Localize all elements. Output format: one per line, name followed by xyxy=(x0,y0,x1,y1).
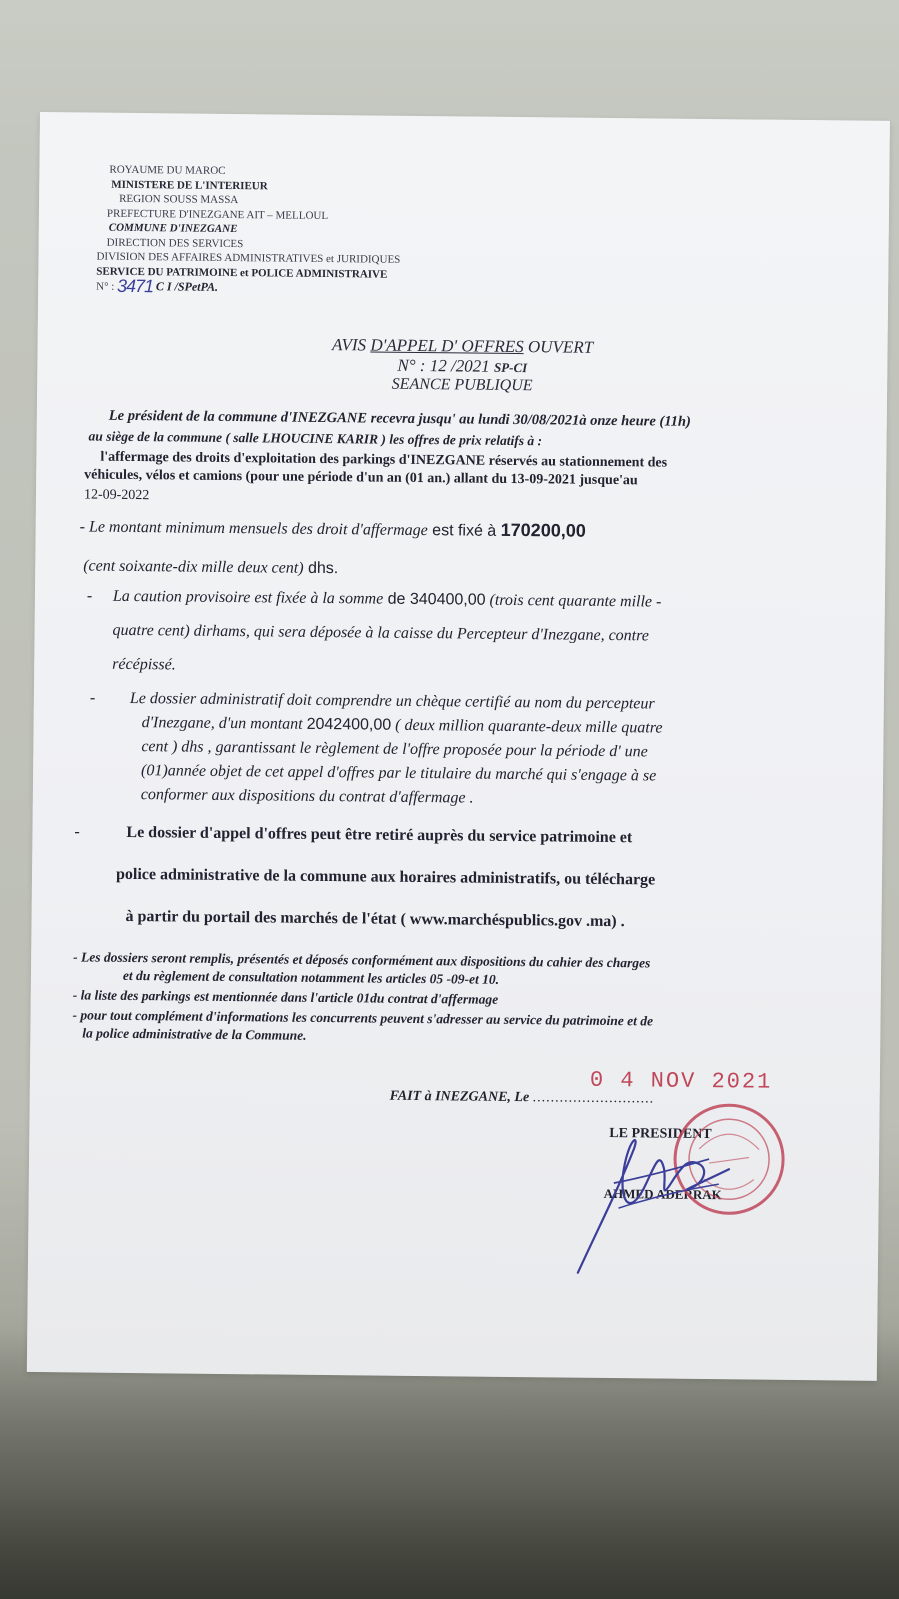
p4-line1: Le dossier administratif doit comprendre un chèque certifié au nom du percepteur xyxy=(129,689,655,713)
reference-number xyxy=(96,275,400,298)
minimum-amount: 170200,00 xyxy=(500,519,586,541)
p3-dash: - xyxy=(86,587,93,605)
p3-line2: quatre cent) dirhams, qui sera déposée à la caisse du Percepteur d'Inezgane, contre xyxy=(112,621,649,645)
p2-line1: - Le montant minimum mensuels des droit d'affermage est fixé à 170200,00 xyxy=(79,518,586,541)
notice-title xyxy=(37,332,888,399)
note1-line1: - Les dossiers seront remplis, présentés et déposés conformément aux dispositions du cahier des charges xyxy=(73,949,651,971)
p3-line3: récépissé. xyxy=(112,655,176,674)
p5-line1: Le dossier d'appel d'offres peut être retiré auprès du service patrimoine et xyxy=(126,823,633,847)
note1-line2: et du règlement de consultation notamment les articles 05 -09-et 10. xyxy=(122,967,500,987)
p5-line2: police administrative de la commune aux horaires administratifs, ou télécharge xyxy=(115,865,656,889)
p1-line4: véhicules, vélos et camions (pour une période d'un an (01 an.) allant du 13-09-2021 jusque'au xyxy=(84,467,638,489)
p1-line2: au siège de la commune ( salle LHOUCINE KARIR ) les offres de prix relatifs à : xyxy=(88,428,543,449)
p4-line5: conformer aux dispositions du contrat d'affermage . xyxy=(140,786,474,807)
p5-line3: à partir du portail des marchés de l'état ( www.marchéspublics.gov .ma) . xyxy=(125,907,625,931)
header-ministry: MINISTERE DE L'INTERIEUR xyxy=(111,178,268,192)
title-seance: SEANCE PUBLIQUE xyxy=(391,375,533,395)
p1-line1: Le président de la commune d'INEZGANE recevra jusqu' au lundi 30/08/2021à onze heure (11h) xyxy=(108,407,691,430)
header-division: DIVISION DES AFFAIRES ADMINISTRATIVES et JURIDIQUES xyxy=(96,250,401,266)
header-kingdom: ROYAUME DU MAROC xyxy=(109,163,226,177)
p4-line4: (01)année objet de cet appel d'offres par le titulaire du marché qui s'engage à se xyxy=(141,762,657,785)
cheque-amount: 2042400,00 xyxy=(306,715,392,734)
note3-line1: - pour tout complément d'informations les concurrents peuvent s'adresser au service du patrimoine et de xyxy=(72,1007,654,1029)
p4-line3: cent ) dhs , garantissant le règlement de l'offre proposée pour la période d' une xyxy=(141,738,648,761)
notice-body xyxy=(72,407,855,1043)
p4-line2: d'Inezgane, d'un montant 2042400,00 ( deux million quarante-deux mille quatre xyxy=(141,714,663,737)
handwritten-signature-icon xyxy=(558,1107,760,1279)
p5-dash: - xyxy=(74,823,80,841)
caution-amount: 340400,00 xyxy=(409,590,486,609)
p2-line2: (cent soixante-dix mille deux cent) dhs. xyxy=(83,557,339,578)
president-name: AHMED ADERRAK xyxy=(603,1185,722,1203)
p1-line3: l'affermage des droits d'exploitation des parkings d'INEZGANE réservés au stationnement des xyxy=(100,449,668,471)
ref-suffix: C I /SPetPA. xyxy=(155,279,219,294)
p1-line5: 12-09-2022 xyxy=(83,487,150,504)
header-service: SERVICE DU PATRIMOINE et POLICE ADMINISTRAIVE xyxy=(96,265,388,281)
header-region: REGION SOUSS MASSA xyxy=(119,192,239,207)
p3-line1: La caution provisoire est fixée à la somme de 340400,00 (trois cent quarante mille - xyxy=(112,587,662,611)
letterhead xyxy=(96,163,401,298)
header-commune: COMMUNE D'INEZGANE xyxy=(108,221,238,236)
title-avis: AVIS D'APPEL D' OFFRES OUVERT xyxy=(331,335,594,357)
date-stamp: 0 4 NOV 2021 xyxy=(589,1067,773,1095)
note2: - la liste des parkings est mentionnée dans l'article 01du contrat d'affermage xyxy=(72,987,499,1007)
ref-handwritten-number: 3471 xyxy=(116,275,154,297)
president-title: LE PRESIDENT xyxy=(609,1126,712,1143)
document-page xyxy=(27,112,890,1381)
header-direction: DIRECTION DES SERVICES xyxy=(106,236,244,250)
note3-line2: la police administrative de la Commune. xyxy=(82,1025,307,1043)
p4-dash: - xyxy=(89,689,96,707)
signature-area xyxy=(28,1062,880,1271)
ref-prefix: N° : xyxy=(96,280,115,293)
place-date-line: FAIT à INEZGANE, Le ........................... xyxy=(389,1088,655,1107)
header-prefecture: PREFECTURE D'INEZGANE AIT – MELLOUL xyxy=(106,207,329,222)
title-number: N° : 12 /2021 SP-CI xyxy=(397,355,528,376)
